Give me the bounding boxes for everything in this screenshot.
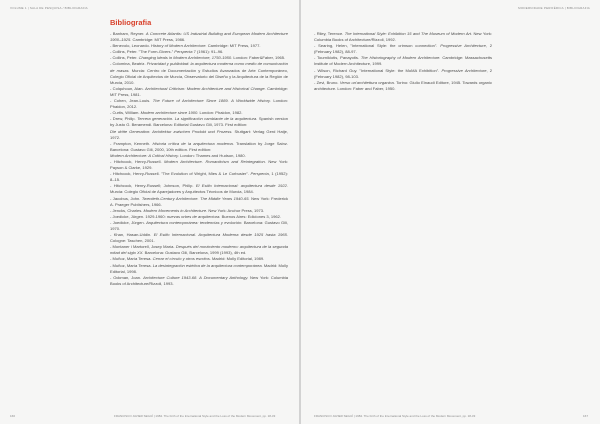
entry-publication: Barcelona: Gustavo Gili, Barcelona, 1999 (1993), 4th ed. xyxy=(143,250,247,256)
right-page xyxy=(301,0,600,424)
entry-publication: 7 (1961): 91–96. xyxy=(192,49,224,55)
entry-publication: London: Faber&Faber, 1965. xyxy=(232,55,286,61)
entry-author: - Cohen, Jean-Louis. xyxy=(110,98,153,104)
bibliography-list-left xyxy=(110,31,288,287)
entry-publication: , 2 (February 1982), 88-97. xyxy=(314,43,493,55)
bibliography-list-right xyxy=(314,31,492,92)
entry-title: Perspecta xyxy=(250,171,269,177)
entry-author: - Khan, Hasan-Uddin. xyxy=(110,232,154,238)
running-header-left: VOLUME 1 | SALA DE PESQUISA / BIBLIOGRAFIA xyxy=(10,6,88,10)
entry-author: - Muñoz, María Teresa. xyxy=(110,256,153,262)
bibliography-entry xyxy=(110,86,288,98)
entry-title: Modern architecture since 1900. xyxy=(140,110,199,116)
entry-title: Progressive Architecture xyxy=(440,43,486,49)
entry-author: - Hitchcock, Henry-Russell. "The Evolution of Wright, Mies & Le Corbusier". xyxy=(110,171,251,177)
entry-title: nuevas orbes de arquitectura. xyxy=(166,213,221,219)
bibliography-entry xyxy=(110,61,288,85)
section-title: Bibliografia xyxy=(110,18,152,27)
entry-author: - Searing, Helen, "International Style: the crimson connection". xyxy=(314,43,441,49)
entry-publication: New York: Frederick A. Praeger Publishers, 1966. xyxy=(110,195,288,207)
bibliography-entry xyxy=(110,116,288,128)
entry-publication: , 1 (1952): 8–15. xyxy=(110,171,288,183)
bibliography-entry xyxy=(110,159,288,171)
entry-publication: London: Thames and Hudson, 1980. xyxy=(178,152,246,158)
left-page xyxy=(0,0,299,424)
page-number-right: 167 xyxy=(582,414,588,418)
entry-title: Modern Movements in Architecture. xyxy=(143,207,208,213)
entry-publication: Cambridge: Massachusetts Institute of Modern Architecture, 1999. xyxy=(314,55,492,67)
entry-title: Perspecta xyxy=(174,49,193,55)
entry-publication: Cambridge: MIT Press, 1981. xyxy=(110,85,288,97)
entry-publication: Spanish version by Justo G. Beramendi. Barcelona: Editorial Gustavo Gili, 1973. First edition: xyxy=(110,116,288,128)
entry-author: - Curtis, William. xyxy=(110,110,141,116)
entry-title: Changing Ideals in Modern Architecture, 1750-1950. xyxy=(138,55,233,61)
bibliography-entry xyxy=(314,80,492,92)
bibliography-entry xyxy=(314,31,492,43)
entry-author: - Riley, Terence. xyxy=(314,31,345,36)
footer-citation-right: FRANCISCO JAVIER SEGUÍ | 1984. The birth of the International Style and the Loss of the Modern Movement, pp. 18-33 xyxy=(314,414,476,418)
entry-author: - Tournikiotis, Panayotis. xyxy=(314,55,361,61)
bibliography-entry xyxy=(314,55,492,67)
entry-title: Privacidad y publicidad: la arquitectura moderna como medio de comunicación de masas. xyxy=(110,61,288,73)
entry-author: - Collins, Peter. "The Form-Givers." xyxy=(110,49,175,55)
entry-title: The International Style: Exhibition 15 and The Museum of Modern Art. xyxy=(344,31,473,36)
entry-author: - Colomina, Beatriz. xyxy=(110,61,147,67)
entry-author: - Hitchcock, Henry-Russell; Johnson, Philip. xyxy=(110,183,196,189)
entry-author: - Jencks, Charles. xyxy=(110,207,144,213)
entry-author: - Frampton, Kenneth. xyxy=(110,140,153,146)
bibliography-entry xyxy=(110,141,288,153)
entry-publication: New York: Columbia Books of Architecture/Rizzoli, 1993. xyxy=(110,274,288,286)
entry-title: El Estilo Internacional. Arquitectura Moderna desde 1925 hasta 1965. xyxy=(153,232,288,238)
entry-author: - Drew, Philip. xyxy=(110,116,138,122)
bibliography-entry xyxy=(110,263,288,275)
bibliography-entry xyxy=(314,68,492,80)
entry-publication: Translation by Jorge Sainz. Barcelona: Gustavo Gili, 2000, 10th edition. First edition: xyxy=(110,140,288,152)
entry-title: Arquitectura contemporánea: tendencias y evolución. xyxy=(146,219,243,225)
entry-title: Cerrar el círculo y otros escritos. xyxy=(152,256,211,262)
entry-author: - Wilson, Richard Guy. "International Style: the MoMA Exhibition". xyxy=(314,67,442,73)
entry-publication: Madrid: Molly Editorial, 1989. xyxy=(210,256,265,262)
entry-publication: Buenos Aires: Ediciones 3, 1962. xyxy=(220,213,281,219)
entry-author: - Hitchcock, Henry-Russell. xyxy=(110,158,165,164)
entry-title: Die dritte Generation: Architektur zwischen Produkt und Prozess. xyxy=(110,128,233,134)
entry-title: Tercera generación. La significación cambiante de la arquitectura. xyxy=(137,116,258,122)
bibliography-entry xyxy=(110,183,288,195)
entry-author: - Muñoz, María Teresa. xyxy=(110,262,153,268)
footer-citation-left: FRANCISCO JAVIER SEGUÍ | 1984. The birth of the International Style and the Loss of the Modern Movement, pp. 18-33 xyxy=(114,414,276,418)
entry-title: Progressive Architecture xyxy=(441,67,487,73)
bibliography-entry xyxy=(314,43,492,55)
bibliography-entry xyxy=(110,244,288,256)
bibliography-entry xyxy=(110,232,288,244)
entry-title: Después del movimiento moderno: arquitectura de la segunda mitad del siglo XX. xyxy=(110,244,288,256)
bibliography-entry xyxy=(110,31,288,43)
entry-title: Modern Architecture. Romanticism and Reintegration. xyxy=(164,158,266,164)
entry-publication: London: Phaidon, 1982. xyxy=(198,110,243,116)
entry-title: Architecture Culture 1943-68. A Documentary Anthology. xyxy=(143,274,249,280)
bibliography-entry xyxy=(110,220,288,232)
running-header-right: MODERNIDADE PERIFÉRICA | BIBLIOGRAFIA xyxy=(518,6,590,10)
entry-author: - Banham, Reyner. xyxy=(110,31,146,36)
entry-title: Verso un'architettura organica. xyxy=(339,79,395,85)
bibliography-entry xyxy=(110,275,288,287)
entry-publication: New York: Columbia Books of Architecture/Rizzoli, 1992. xyxy=(314,31,492,43)
entry-publication: New York: Payson & Clarke, 1929. xyxy=(110,158,288,171)
entry-publication: Cambridge: MIT Press, 1986. xyxy=(131,37,186,43)
entry-author: - Collins, Peter. xyxy=(110,55,139,61)
bibliography-entry xyxy=(110,129,288,141)
entry-publication: Madrid: Molly Editorial, 1998. xyxy=(110,262,288,274)
entry-publication: Cologne: Taschen, 2001. xyxy=(110,238,155,244)
entry-title: A Concrete Atlantis: US Industrial Building and European Modern Architecture 1900–1925. xyxy=(110,31,288,43)
entry-author: - Zevi, Bruno. xyxy=(314,79,340,85)
page-number-left: 166 xyxy=(10,414,16,418)
entry-publication: , 2 (February 1982), 98-103. xyxy=(314,67,493,79)
entry-title: Historia crítica de la arquitectura moderna. xyxy=(152,140,234,146)
entry-title: Modern Architecture: A Critical History. xyxy=(110,152,179,158)
entry-publication: Stuttgart: Verlag Gerd Hatje, 1972. xyxy=(110,128,288,140)
entry-title: History of Modern Architecture. xyxy=(150,43,207,49)
entry-title: The Future of Architecture Since 1889. A Worldwide History. xyxy=(152,98,271,104)
entry-author: - Montaner i Martorell, Josep María. xyxy=(110,244,176,250)
entry-title: Architectural Criticism: Modern Architecture and Historical Change. xyxy=(144,85,266,91)
entry-author: - Joedicke, Jürgen. 1929-1960: xyxy=(110,213,167,219)
entry-publication: Torino: Giulio Einaudi Editore, 1945. Towards organic architecture. London: Faber and Faber, 1950. xyxy=(314,79,492,91)
entry-title: Twentieth-Century Architecture. The Middle Years 1940-65. xyxy=(141,195,250,201)
entry-publication: Murcia: Centro de Documentación y Estudios Avanzados de Arte Contemporáneo, Colegio Oficial de Arquitectos de Murcia, Observatorio del Diseño y la Arquitectura de la Región de Murcia, 2010. xyxy=(110,67,288,85)
entry-author: - Jacobus, John. xyxy=(110,195,142,201)
entry-publication: Murcia: Colegio Oficial de Aparejadores y Arquitectos Técnicos de Murcia, 1984. xyxy=(110,189,254,195)
entry-title: El Estilo Internacional: arquitectura desde 1922. xyxy=(195,183,288,189)
entry-author: - Colquhoun, Alan. xyxy=(110,85,145,91)
bibliography-entry xyxy=(110,196,288,208)
bibliography-entry xyxy=(110,171,288,183)
entry-title: La desintegración estética de la arquitectura contemporánea. xyxy=(152,262,263,268)
entry-publication: London: Phaidon, 2012. xyxy=(110,98,288,110)
entry-author: - Ockman, Joan. xyxy=(110,274,144,280)
entry-title: The Historiography of Modern Architecture. xyxy=(360,55,441,61)
entry-author: - Joedicke, Jürgen. xyxy=(110,219,147,225)
entry-publication: New York: Anchor Press, 1973. xyxy=(207,207,265,213)
bibliography-entry xyxy=(110,98,288,110)
entry-publication: Cambridge: MIT Press, 1977. xyxy=(206,43,261,49)
entry-publication: Barcelona: Gustavo Gili, 1970. xyxy=(110,219,288,231)
entry-author: - Benevolo, Leonardo. xyxy=(110,43,151,49)
